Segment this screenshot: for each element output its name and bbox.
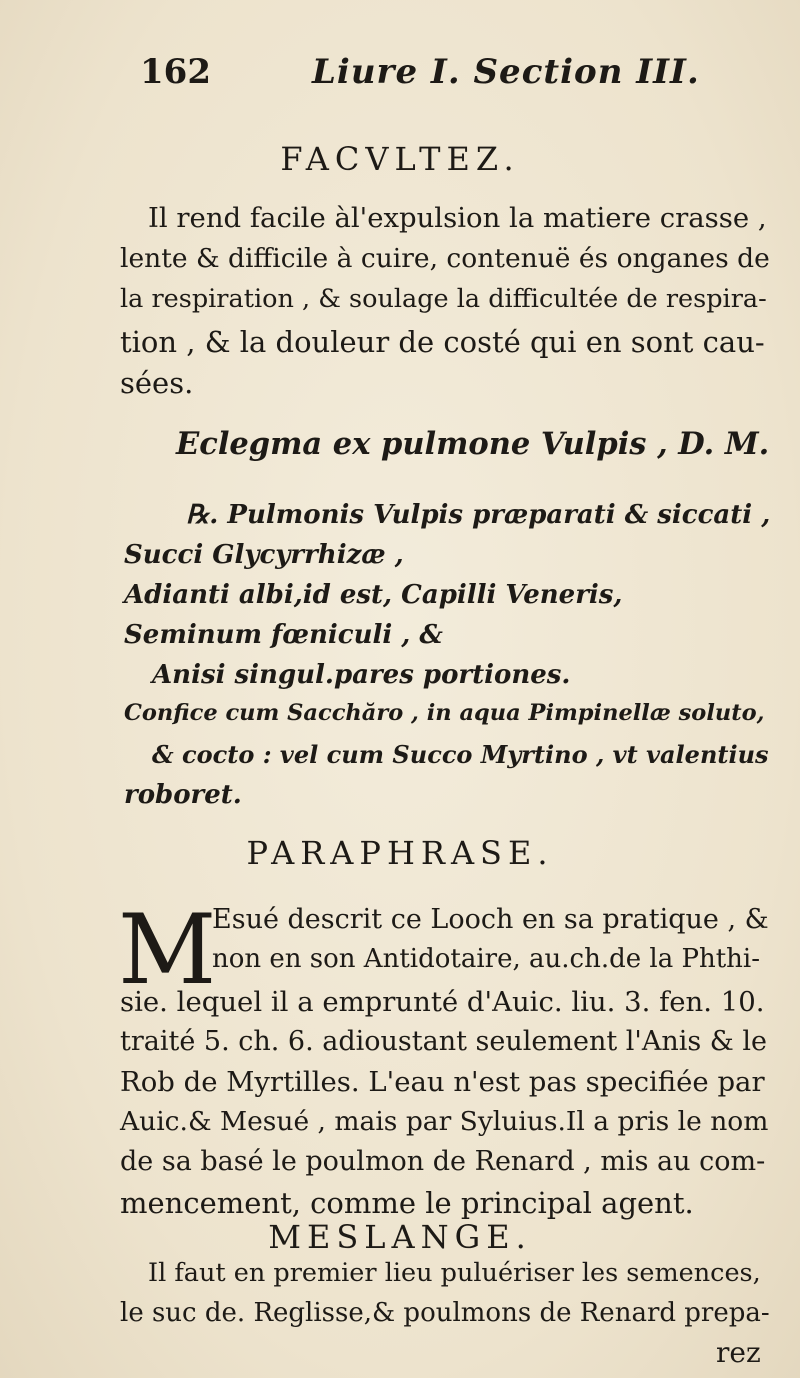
catchword: rez [716,1336,761,1369]
body-line: de sa basé le poulmon de Renard , mis au com- [120,1146,766,1177]
recipe-line: Anisi singul.pares portiones. [152,660,571,690]
page-number: 162 [140,52,211,92]
running-head: Liure I. Section III. [312,52,700,92]
recipe-line: Seminum fœniculi , & [124,620,443,650]
recipe-line: Succi Glycyrrhizæ , [124,540,404,570]
body-line: Esué descrit ce Looch en sa pratique , & [212,904,769,935]
body-line: traité 5. ch. 6. adioustant seulement l'Anis & le [120,1026,768,1057]
body-line: Il faut en premier lieu puluériser les semences, [148,1258,761,1288]
drop-cap: M [118,894,217,1006]
body-line: sées. [120,366,194,400]
recipe-title: Eclegma ex pulmone Vulpis , D. M. [176,426,770,462]
body-line: tion , & la douleur de costé qui en sont cau- [120,325,765,359]
recipe-line: ℞. Pulmonis Vulpis præparati & siccati , [186,500,771,530]
heading-paraphrase: PARAPHRASE. [246,834,554,872]
recipe-line: & cocto : vel cum Succo Myrtino , vt valentius [152,740,769,769]
body-line: le suc de. Reglisse,& poulmons de Renard prepa- [120,1298,770,1328]
recipe-line: roboret. [124,780,242,810]
body-line: mencement, comme le principal agent. [120,1186,694,1220]
heading-meslange: MESLANGE. [268,1218,532,1256]
body-line: sie. lequel il a emprunté d'Auic. liu. 3. fen. 10. [120,986,765,1018]
body-line: Rob de Myrtilles. L'eau n'est pas specifiée par [120,1066,765,1098]
recipe-line: Confice cum Sacchăro , in aqua Pimpinellæ soluto, [124,700,765,726]
page-header [140,52,700,96]
body-line: Auic.& Mesué , mais par Syluius.Il a pris le nom [120,1106,769,1137]
body-line: Il rend facile àl'expulsion la matiere crasse , [148,202,767,234]
body-line: lente & difficile à cuire, contenuë és onganes de [120,243,770,274]
body-line: non en son Antidotaire, au.ch.de la Phthi- [212,944,760,974]
heading-facultez: FACVLTEZ. [280,140,520,178]
body-line: la respiration , & soulage la difficultée de respira- [120,284,767,314]
recipe-line: Adianti albi,id est, Capilli Veneris, [124,580,623,610]
